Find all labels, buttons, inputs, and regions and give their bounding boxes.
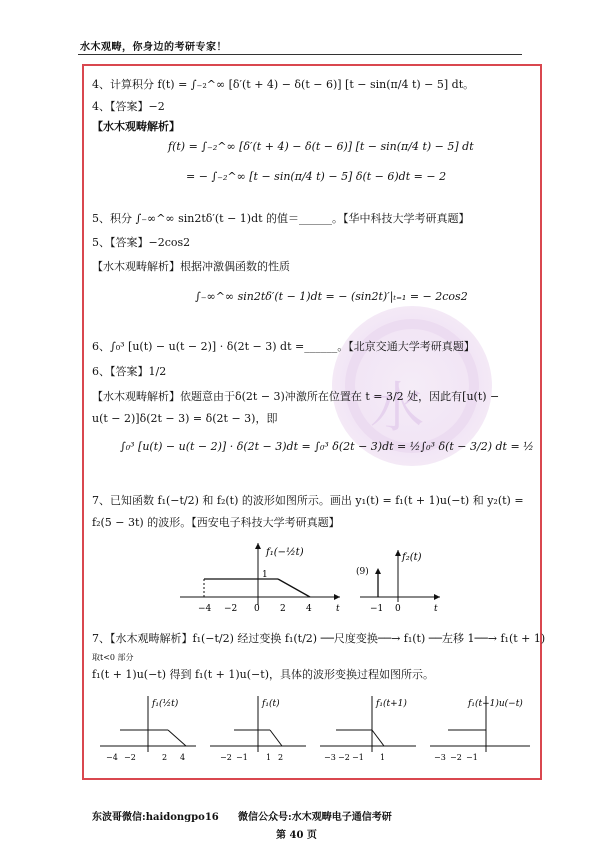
- f1-height-label: 1: [262, 570, 268, 580]
- f2-y-axis-arrow: [395, 550, 401, 556]
- f2-label: f₂(t): [402, 552, 422, 563]
- f1-tick-2: 0: [254, 604, 260, 614]
- svg-text:4: 4: [180, 753, 186, 762]
- svg-text:−1: −1: [466, 753, 478, 762]
- q4-answer: 4、【答案】−2: [92, 100, 165, 113]
- q7-transform-panels: [96, 690, 536, 770]
- svg-text:1: 1: [380, 753, 386, 762]
- svg-text:2: 2: [278, 753, 284, 762]
- svg-text:−2: −2: [450, 753, 462, 762]
- f2-axis-label: t: [434, 604, 438, 614]
- svg-text:1: 1: [266, 753, 272, 762]
- footer-right: 微信公众号:水木观畴电子通信考研: [238, 812, 392, 823]
- f1-tick-0: −4: [198, 604, 212, 614]
- q6-analysis-a: 【水木观畴解析】依题意由于δ(2t − 3)冲激所在位置在 t = 3/2 处，因此有[u(t) −: [92, 390, 500, 403]
- f2-weight: (9): [356, 567, 369, 577]
- q7-question-a: 7、已知函数 f₁(−t/2) 和 f₂(t) 的波形如图所示。画出 y₁(t) = f₁(t + 1)u(−t) 和 y₂(t) =: [92, 494, 524, 507]
- q4-question: 4、计算积分 f(t) = ∫₋₂^∞ [δ′(t + 4) − δ(t − 6)] [t − sin(π/4 t) − 5] dt。: [92, 78, 475, 91]
- panel-f1-t: [210, 696, 306, 762]
- svg-text:−3: −3: [324, 753, 336, 762]
- q4-analysis-label: 【水木观畴解析】: [92, 120, 180, 133]
- f1-t-axis-arrow: [334, 594, 340, 600]
- svg-text:f₁(t+1)u(−t): f₁(t+1)u(−t): [468, 699, 523, 709]
- f1-axis-label: t: [336, 604, 340, 614]
- f1-tick-3: 2: [280, 604, 286, 614]
- q7-analysis-a: 7、【水木观畴解析】f₁(−t/2) 经过变换 f₁(t/2) ──尺度变换──→ f₁(t) ──左移 1──→ f₁(t + 1): [92, 632, 546, 645]
- f1-tick-4: 4: [306, 604, 312, 614]
- q7-arrow-label: 取t<0 部分: [92, 653, 134, 662]
- page-number: 第 40 页: [276, 830, 317, 841]
- q7-figure-f2: [350, 540, 450, 615]
- svg-text:−2: −2: [220, 753, 232, 762]
- f1-y-axis-arrow: [255, 543, 261, 549]
- svg-text:f₁(½t): f₁(½t): [152, 699, 179, 709]
- f2-impulse-arrow: [375, 568, 381, 574]
- svg-text:−2: −2: [124, 753, 136, 762]
- svg-text:−2: −2: [338, 753, 350, 762]
- svg-text:−4: −4: [106, 753, 118, 762]
- q5-analysis: 【水木观畴解析】根据冲激偶函数的性质: [92, 260, 290, 273]
- panel-f1-t-plus-1-u: [430, 696, 530, 762]
- q4-formula-line2: = − ∫₋₂^∞ [t − sin(π/4 t) − 5] δ(t − 6)dt = − 2: [186, 170, 447, 183]
- footer-left: 东波哥微信:haidongpo16: [92, 812, 219, 823]
- svg-text:f₁(t+1): f₁(t+1): [376, 699, 407, 709]
- q7-analysis-b: f₁(t + 1)u(−t) 得到 f₁(t + 1)u(−t)，具体的波形变换过程如图所示。: [92, 668, 434, 681]
- header-divider: [78, 54, 522, 55]
- f2-tick-0: −1: [370, 604, 384, 614]
- q6-analysis-b: u(t − 2)]δ(2t − 3) = δ(2t − 3)，即: [92, 412, 278, 425]
- q6-formula: ∫₀³ [u(t) − u(t − 2)] · δ(2t − 3)dt = ∫₀³ δ(2t − 3)dt = ½∫₀³ δ(t − 3/2) dt = ½: [120, 440, 534, 453]
- panel-f1-half-t: [100, 696, 196, 762]
- f1-tick-1: −2: [224, 604, 238, 614]
- svg-text:−3: −3: [434, 753, 446, 762]
- panel-f1-t-plus-1: [320, 696, 416, 762]
- q6-question: 6、∫₀³ [u(t) − u(t − 2)] · δ(2t − 3) dt =______。【北京交通大学考研真题】: [92, 340, 475, 353]
- q5-formula: ∫₋∞^∞ sin2tδ′(t − 1)dt = − (sin2t)′|ₜ₌₁ = − 2cos2: [195, 290, 468, 303]
- watermark-glyph: 水: [370, 376, 424, 439]
- f1-label: f₁(−½t): [266, 547, 304, 558]
- svg-text:−1: −1: [352, 753, 364, 762]
- q5-question: 5、积分 ∫₋∞^∞ sin2tδ′(t − 1)dt 的值＝______。【华中科技大学考研真题】: [92, 212, 470, 225]
- f2-tick-1: 0: [395, 604, 401, 614]
- svg-text:2: 2: [162, 753, 168, 762]
- q6-answer: 6、【答案】1/2: [92, 365, 167, 378]
- q7-figure-f1: [170, 535, 350, 615]
- page-header: 水木观畴，你身边的考研专家！: [80, 42, 227, 53]
- svg-text:f₁(t): f₁(t): [262, 699, 280, 709]
- f2-t-axis-arrow: [434, 594, 440, 600]
- q7-question-b: f₂(5 − 3t) 的波形。【西安电子科技大学考研真题】: [92, 516, 340, 529]
- q4-formula-line1: f(t) = ∫₋₂^∞ [δ′(t + 4) − δ(t − 6)] [t − sin(π/4 t) − 5] dt: [168, 140, 474, 153]
- svg-text:−1: −1: [236, 753, 248, 762]
- q5-answer: 5、【答案】−2cos2: [92, 236, 191, 249]
- f1-ramp: [278, 579, 310, 597]
